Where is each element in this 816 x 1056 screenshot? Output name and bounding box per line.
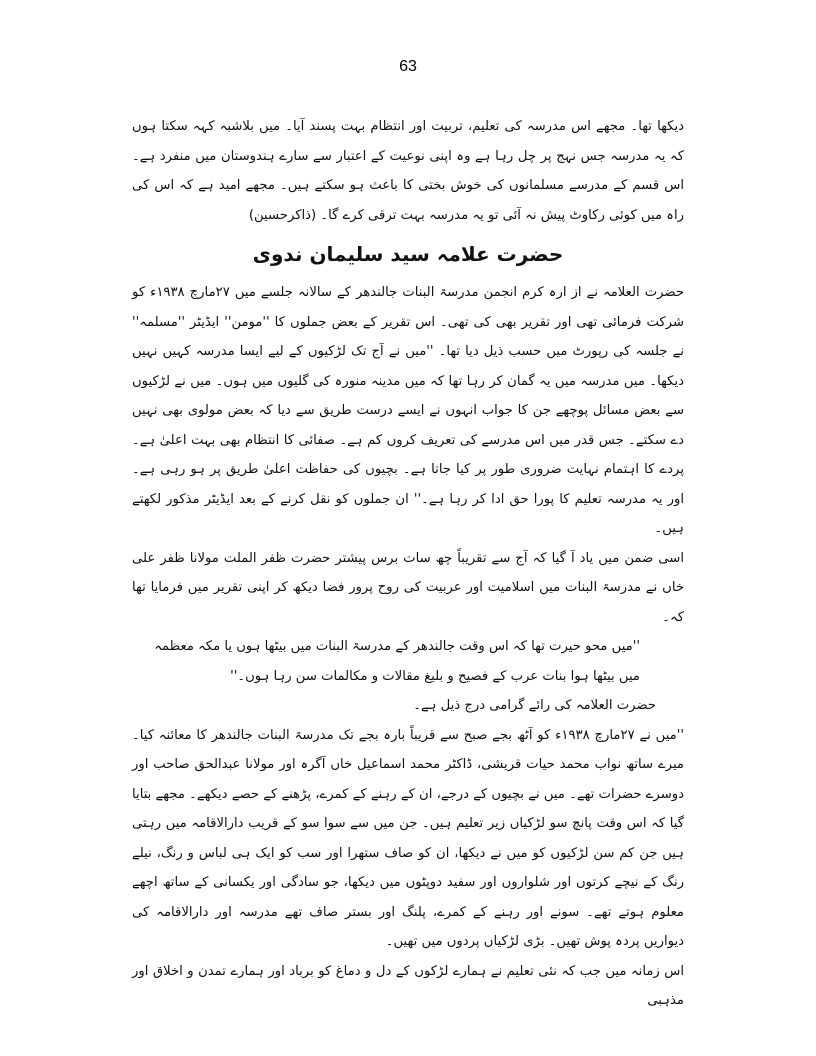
paragraph-5: اس زمانہ میں جب کہ نئی تعلیم نے ہمارے لڑکوں کے دل و دماغ کو برباد اور ہمارے تمدن و اخلاق اور مذہبی <box>132 963 684 1008</box>
paragraph-2: اسی ضمن میں یاد آ گیا کہ آج سے تقریباً چھ سات برس پیشتر حضرت ظفر الملت مولانا ظفر علی خاں نے مدرسۃ البنات میں اسلامیت اور عربیت کی روح پرور فضا دیکھ کر اپنی تقریر میں فرمایا تھا کہ۔ <box>132 550 684 625</box>
paragraph-1: حضرت العلامہ نے از ارہ کرم انجمن مدرسۃ البنات جالندھر کے سالانہ جلسے میں ۲۷مارچ ۱۹۳۸ء کو شرکت فرمائی تھی اور تقریر بھی کی تھی۔ اس تقریر کے بعض جملوں کا ''مومن'' ایڈیٹر ''مسلمہ'' نے جلسہ کی رپورٹ میں حسب ذیل دیا تھا۔ ''میں نے آج تک لڑکیوں کے لیے ایسا مدرسہ کہیں نہیں دیکھا۔ میں مدرسہ میں یہ گمان کر رہا تھا کہ میں مدینہ منورہ کی گلیوں میں ہوں۔ میں نے لڑکیوں سے بعض مسائل پوچھے جن کا جواب انہوں نے ایسے درست طریق سے دیا کہ بعض مولوی بھی نہیں دے سکتے۔ جس قدر میں اس مدرسے کی تعریف کروں کم ہے۔ صفائی کا انتظام بھی بہت اعلیٰ ہے۔ پردے کا اہتمام نہایت ضروری طور پر کیا جاتا ہے۔ بچیوں کی حفاظت اعلیٰ طریق پر ہو رہی ہے۔ اور یہ مدرسہ تعلیم کا پورا حق ادا کر رہا ہے۔'' ان جملوں کو نقل کرنے کے بعد ایڈیٹر مذکور لکھتے ہیں۔ <box>132 285 685 536</box>
quote-line-1: ''میں محو حیرت تھا کہ اس وقت جالندھر کے مدرسۃ البنات میں بیٹھا ہوں یا مکہ معظمہ <box>154 639 640 654</box>
section-heading: حضرت علامہ سید سلیمان ندوی <box>252 242 564 266</box>
quote-line-2: میں بیٹھا ہوا بنات عرب کے فصیح و بلیغ مقالات و مکالمات سن رہا ہوں۔'' <box>230 668 640 684</box>
page-body <box>132 112 684 1016</box>
paragraph-3: حضرت العلامہ کی رائے گرامی درج ذیل ہے۔ <box>413 698 656 713</box>
paragraph-intro: دیکھا تھا۔ مجھے اس مدرسہ کی تعلیم، تربیت اور انتظام بہت پسند آیا۔ میں بلاشبہ کہہ سکتا ہوں کہ یہ مدرسہ جس نہج پر چل رہا ہے وہ اپنی نوعیت کے اعتبار سے سارے ہندوستان میں منفرد ہے۔ اس قسم کے مدرسے مسلمانوں کی خوش بختی کا باعث ہو سکتے ہیں۔ مجھے امید ہے کہ اس کی راہ میں کوئی رکاوٹ پیش نہ آئی تو یہ مدرسہ بہت ترقی کرے گا۔ (ذاکرحسین) <box>132 119 684 223</box>
paragraph-4: ''میں نے ۲۷مارچ ۱۹۳۸ء کو آٹھ بجے صبح سے قریباً بارہ بجے تک مدرسۃ البنات جالندھر کا معائنہ کیا۔ میرے ساتھ نواب محمد حیات قریشی، ڈاکٹر محمد اسماعیل خاں آگرہ اور مولانا عبدالحق صاحب اور دوسرے حضرات تھے۔ میں نے بچیوں کے درجے، ان کے رہنے کے کمرے، پڑھنے کے حصے دیکھے۔ مجھے بتایا گیا کہ اس وقت پانچ سو لڑکیاں زیر تعلیم ہیں۔ جن میں سے سوا سو کے قریب دارالاقامہ میں رہتی ہیں جن کم سن لڑکیوں کو میں نے دیکھا، ان کو صاف ستھرا اور سب کو ایک ہی لباس و رنگ، نیلے رنگ کے نیچے کرتوں اور شلواروں اور سفید دوپٹوں میں دیکھا، جو سادگی اور یکسانی کے ساتھ اچھے معلوم ہوتے تھے۔ سونے اور رہنے کے کمرے، پلنگ اور بستر صاف تھے مدرسہ اور دارالاقامہ کی دیواریں پردہ پوش تھیں۔ بڑی لڑکیاں پردوں میں تھیں۔ <box>132 727 684 949</box>
page-number: 63 <box>399 58 417 75</box>
